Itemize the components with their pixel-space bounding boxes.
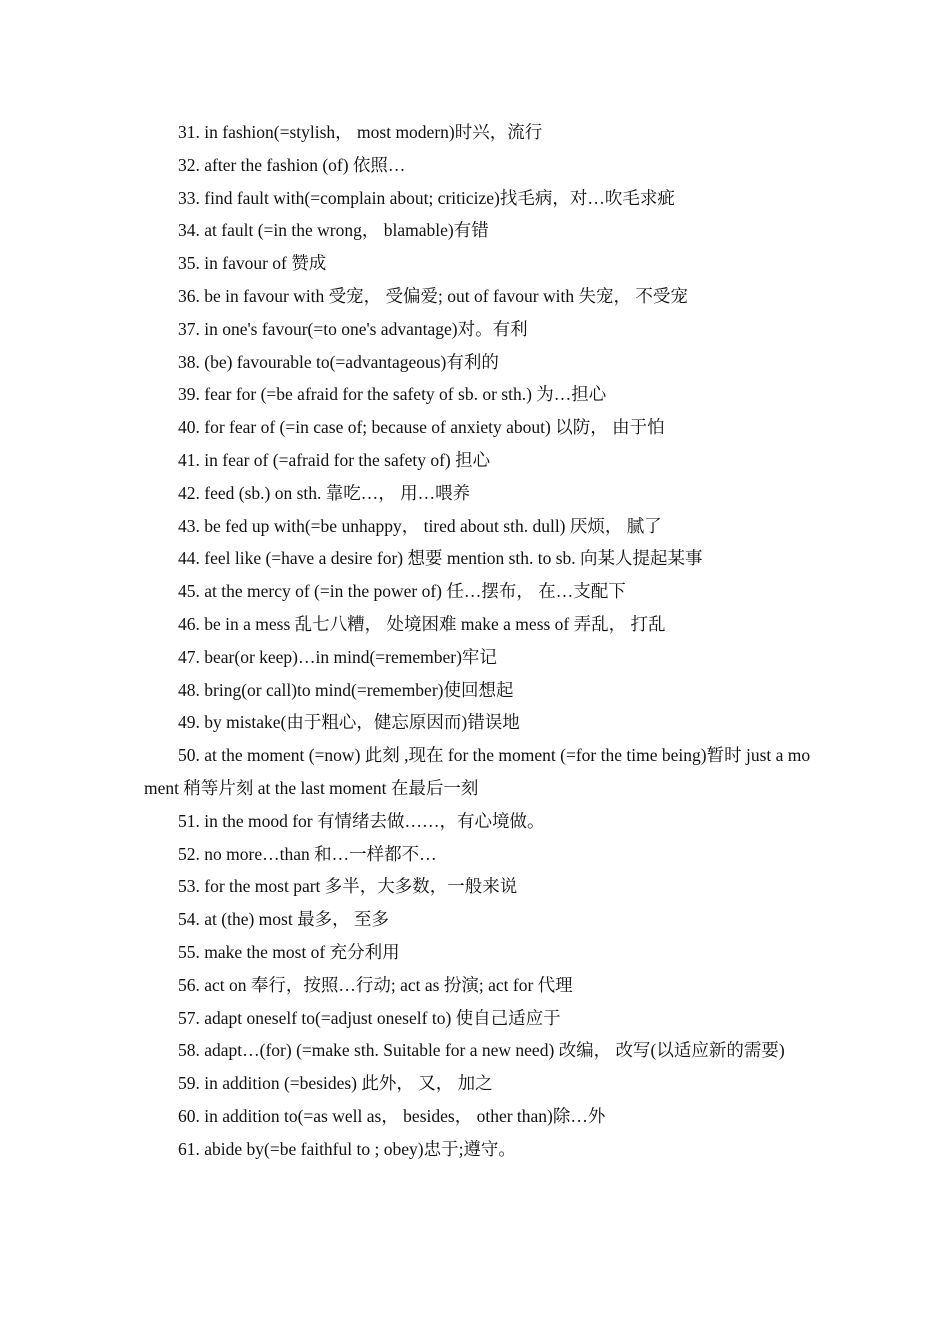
- phrase-list: [144, 116, 816, 1166]
- list-item: 43. be fed up with(=be unhappy， tired about sth. dull) 厌烦， 腻了: [178, 515, 662, 536]
- list-item: 60. in addition to(=as well as， besides， other than)除…外: [178, 1105, 606, 1126]
- list-item: 55. make the most of 充分利用: [178, 941, 400, 962]
- list-item: 42. feed (sb.) on sth. 靠吃…， 用…喂养: [178, 482, 471, 503]
- list-item: 53. for the most part 多半，大多数，一般来说: [178, 876, 518, 897]
- list-item: 59. in addition (=besides) 此外， 又， 加之: [178, 1073, 493, 1094]
- list-item: 56. act on 奉行，按照…行动; act as 扮演; act for 代理: [178, 974, 573, 995]
- list-item: 32. after the fashion (of) 依照…: [178, 154, 406, 175]
- list-item: 58. adapt…(for) (=make sth. Suitable for a new need) 改编， 改写(以适应新的需要): [178, 1040, 785, 1061]
- list-item: 31. in fashion(=stylish， most modern)时兴，流行: [178, 122, 543, 142]
- list-item: 51. in the mood for 有情绪去做……，有心境做。: [178, 810, 545, 831]
- list-item: 34. at fault (=in the wrong， blamable)有错: [178, 220, 489, 241]
- list-item: 46. be in a mess 乱七八糟， 处境困难 make a mess of 弄乱， 打乱: [178, 613, 666, 634]
- list-item: 50. at the moment (=now) 此刻 ,现在 for the moment (=for the time being)暂时 just a moment 稍等片刻 at the last moment 在最后一刻: [144, 745, 811, 798]
- list-item: 45. at the mercy of (=in the power of) 任…摆布， 在…支配下: [178, 581, 626, 602]
- list-item: 35. in favour of 赞成: [178, 253, 327, 274]
- list-item: 49. by mistake(由于粗心，健忘原因而)错误地: [178, 712, 520, 733]
- list-item: 48. bring(or call)to mind(=remember)使回想起: [178, 679, 514, 700]
- list-item: 40. for fear of (=in case of; because of anxiety about) 以防， 由于怕: [178, 417, 665, 438]
- list-item: 57. adapt oneself to(=adjust oneself to) 使自己适应于: [178, 1007, 561, 1028]
- list-item: 47. bear(or keep)…in mind(=remember)牢记: [178, 646, 497, 667]
- list-item: 33. find fault with(=complain about; criticize)找毛病，对…吹毛求疵: [178, 187, 675, 208]
- list-item: 38. (be) favourable to(=advantageous)有利的: [178, 351, 499, 372]
- list-item: 61. abide by(=be faithful to ; obey)忠于;遵守。: [178, 1138, 516, 1159]
- list-item: 41. in fear of (=afraid for the safety of) 担心: [178, 449, 491, 470]
- list-item: 36. be in favour with 受宠， 受偏爱; out of favour with 失宠， 不受宠: [178, 285, 688, 306]
- list-item: 54. at (the) most 最多， 至多: [178, 909, 389, 930]
- list-item: 39. fear for (=be afraid for the safety of sb. or sth.) 为…担心: [178, 384, 607, 405]
- list-item: 37. in one's favour(=to one's advantage)对。有利: [178, 318, 528, 339]
- list-item: 44. feel like (=have a desire for) 想要 mention sth. to sb. 向某人提起某事: [178, 548, 703, 569]
- list-item: 52. no more…than 和…一样都不…: [178, 843, 437, 864]
